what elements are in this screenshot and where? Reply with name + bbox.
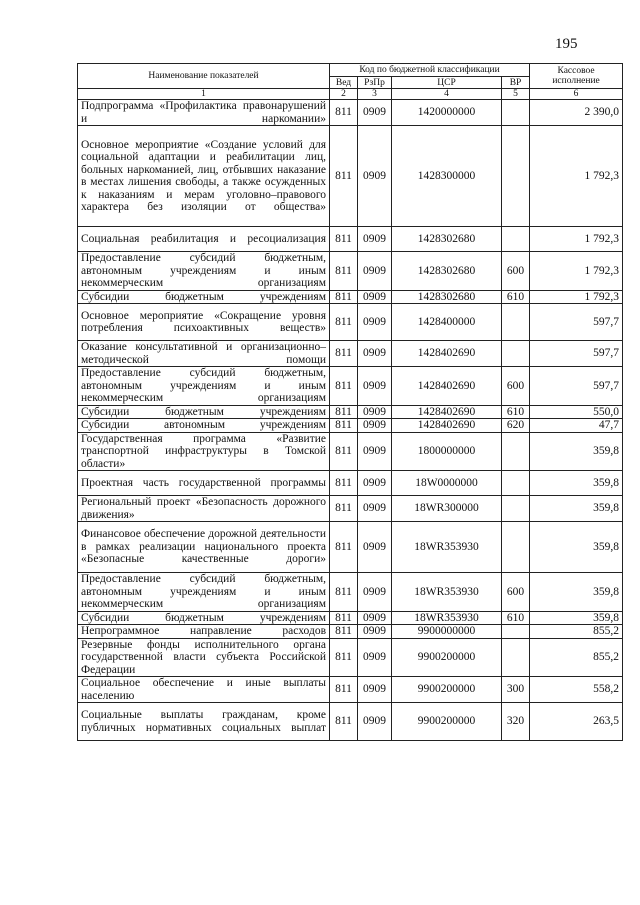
- row-ved: 811: [330, 471, 358, 496]
- row-vr: [502, 227, 530, 252]
- row-name: Социальное обеспечение и иные выплаты населению: [78, 677, 330, 703]
- row-rzpr: 0909: [358, 341, 392, 367]
- row-rzpr: 0909: [358, 471, 392, 496]
- row-name: Социальные выплаты гражданам, кроме публичных нормативных социальных выплат: [78, 703, 330, 741]
- row-rzpr: 0909: [358, 625, 392, 639]
- row-vr: 620: [502, 419, 530, 433]
- row-vr: [502, 522, 530, 573]
- row-amount: 1 792,3: [530, 290, 623, 304]
- header-ved: Вед: [330, 77, 358, 89]
- row-ved: 811: [330, 126, 358, 227]
- col-number: 6: [530, 89, 623, 100]
- table-row: [78, 367, 623, 406]
- table-row: [78, 126, 623, 227]
- row-name: Субсидии бюджетным учреждениям: [78, 611, 330, 625]
- col-number: 3: [358, 89, 392, 100]
- row-vr: [502, 638, 530, 677]
- row-vr: 600: [502, 252, 530, 291]
- row-vr: [502, 496, 530, 522]
- row-ved: 811: [330, 703, 358, 741]
- row-name: Социальная реабилитация и ресоциализация: [78, 227, 330, 252]
- budget-table: [77, 63, 623, 741]
- row-amount: 550,0: [530, 405, 623, 419]
- col-number: 4: [392, 89, 502, 100]
- row-amount: 1 792,3: [530, 252, 623, 291]
- row-amount: 359,8: [530, 522, 623, 573]
- table-row: [78, 227, 623, 252]
- table-row: [78, 638, 623, 677]
- row-ved: 811: [330, 522, 358, 573]
- row-vr: 600: [502, 367, 530, 406]
- row-csr: 1420000000: [392, 100, 502, 126]
- row-ved: 811: [330, 677, 358, 703]
- row-amount: 2 390,0: [530, 100, 623, 126]
- table-row: [78, 522, 623, 573]
- table-row: [78, 677, 623, 703]
- row-amount: 359,8: [530, 471, 623, 496]
- row-name: Подпрограмма «Профилактика правонарушений и наркомании»: [78, 100, 330, 126]
- row-ved: 811: [330, 290, 358, 304]
- row-name: Проектная часть государственной программы: [78, 471, 330, 496]
- row-csr: 9900000000: [392, 625, 502, 639]
- row-rzpr: 0909: [358, 227, 392, 252]
- row-ved: 811: [330, 304, 358, 341]
- row-amount: 359,8: [530, 432, 623, 471]
- row-rzpr: 0909: [358, 419, 392, 433]
- row-rzpr: 0909: [358, 367, 392, 406]
- row-csr: 18WR353930: [392, 611, 502, 625]
- col-number: 1: [78, 89, 330, 100]
- row-ved: 811: [330, 625, 358, 639]
- row-vr: 610: [502, 405, 530, 419]
- row-ved: 811: [330, 611, 358, 625]
- row-name: Субсидии бюджетным учреждениям: [78, 290, 330, 304]
- row-rzpr: 0909: [358, 432, 392, 471]
- header-rzpr: РзПр: [358, 77, 392, 89]
- row-vr: [502, 304, 530, 341]
- table-row: [78, 290, 623, 304]
- row-amount: 597,7: [530, 367, 623, 406]
- row-rzpr: 0909: [358, 304, 392, 341]
- row-rzpr: 0909: [358, 522, 392, 573]
- table-row: [78, 496, 623, 522]
- row-csr: 9900200000: [392, 677, 502, 703]
- table-row: [78, 611, 623, 625]
- row-amount: 855,2: [530, 625, 623, 639]
- row-ved: 811: [330, 341, 358, 367]
- row-vr: 610: [502, 290, 530, 304]
- row-csr: 1428302680: [392, 227, 502, 252]
- row-csr: 18WR353930: [392, 573, 502, 612]
- row-vr: 600: [502, 573, 530, 612]
- row-vr: [502, 625, 530, 639]
- row-amount: 597,7: [530, 304, 623, 341]
- row-vr: 610: [502, 611, 530, 625]
- table-row: [78, 573, 623, 612]
- row-name: Основное мероприятие «Сокращение уровня потребления психоактивных веществ»: [78, 304, 330, 341]
- row-amount: 47,7: [530, 419, 623, 433]
- row-name: Резервные фонды исполнительного органа государственной власти субъекта Российской Федерации: [78, 638, 330, 677]
- row-rzpr: 0909: [358, 638, 392, 677]
- row-rzpr: 0909: [358, 126, 392, 227]
- row-csr: 18W0000000: [392, 471, 502, 496]
- row-csr: 1428400000: [392, 304, 502, 341]
- table-row: [78, 405, 623, 419]
- table-row: [78, 252, 623, 291]
- row-amount: 359,8: [530, 496, 623, 522]
- row-csr: 9900200000: [392, 703, 502, 741]
- row-csr: 1428302680: [392, 290, 502, 304]
- table-body: [78, 100, 623, 741]
- row-vr: [502, 126, 530, 227]
- row-ved: 811: [330, 367, 358, 406]
- row-ved: 811: [330, 432, 358, 471]
- table-row: [78, 341, 623, 367]
- row-name: Государственная программа «Развитие транспортной инфраструктуры в Томской области»: [78, 432, 330, 471]
- row-name: Региональный проект «Безопасность дорожного движения»: [78, 496, 330, 522]
- row-csr: 1800000000: [392, 432, 502, 471]
- row-name: Финансовое обеспечение дорожной деятельности в рамках реализации национального проекта «Безопасные качественные дороги»: [78, 522, 330, 573]
- row-vr: [502, 341, 530, 367]
- row-rzpr: 0909: [358, 573, 392, 612]
- row-amount: 855,2: [530, 638, 623, 677]
- row-amount: 1 792,3: [530, 126, 623, 227]
- table-row: [78, 100, 623, 126]
- row-vr: [502, 432, 530, 471]
- row-rzpr: 0909: [358, 496, 392, 522]
- row-csr: 9900200000: [392, 638, 502, 677]
- row-rzpr: 0909: [358, 290, 392, 304]
- row-csr: 1428300000: [392, 126, 502, 227]
- row-csr: 1428402690: [392, 419, 502, 433]
- table-row: [78, 432, 623, 471]
- row-ved: 811: [330, 573, 358, 612]
- header-vr: ВР: [502, 77, 530, 89]
- row-name: Оказание консультативной и организационно–методической помощи: [78, 341, 330, 367]
- row-rzpr: 0909: [358, 405, 392, 419]
- page-number: 195: [555, 36, 578, 52]
- col-number: 2: [330, 89, 358, 100]
- row-amount: 597,7: [530, 341, 623, 367]
- row-vr: 320: [502, 703, 530, 741]
- table-row: [78, 471, 623, 496]
- row-name: Субсидии бюджетным учреждениям: [78, 405, 330, 419]
- row-ved: 811: [330, 252, 358, 291]
- header-name: Наименование показателей: [78, 64, 330, 89]
- row-amount: 263,5: [530, 703, 623, 741]
- row-amount: 1 792,3: [530, 227, 623, 252]
- row-rzpr: 0909: [358, 703, 392, 741]
- col-number: 5: [502, 89, 530, 100]
- table-row: [78, 419, 623, 433]
- header-execution: Кассовое исполнение: [530, 64, 623, 89]
- row-name: Предоставление субсидий бюджетным, автономным учреждениям и иным некоммерческим организациям: [78, 573, 330, 612]
- row-ved: 811: [330, 227, 358, 252]
- header-code-group: Код по бюджетной классификации: [330, 64, 530, 77]
- row-ved: 811: [330, 638, 358, 677]
- row-amount: 359,8: [530, 611, 623, 625]
- table-row: [78, 703, 623, 741]
- row-rzpr: 0909: [358, 677, 392, 703]
- row-vr: [502, 471, 530, 496]
- row-ved: 811: [330, 496, 358, 522]
- row-csr: 1428402690: [392, 405, 502, 419]
- header-csr: ЦСР: [392, 77, 502, 89]
- row-amount: 359,8: [530, 573, 623, 612]
- row-ved: 811: [330, 100, 358, 126]
- row-csr: 1428302680: [392, 252, 502, 291]
- row-csr: 1428402690: [392, 367, 502, 406]
- row-rzpr: 0909: [358, 100, 392, 126]
- row-csr: 18WR353930: [392, 522, 502, 573]
- row-rzpr: 0909: [358, 611, 392, 625]
- row-name: Предоставление субсидий бюджетным, автономным учреждениям и иным некоммерческим организациям: [78, 252, 330, 291]
- table-row: [78, 625, 623, 639]
- row-csr: 18WR300000: [392, 496, 502, 522]
- row-ved: 811: [330, 419, 358, 433]
- table-row: [78, 304, 623, 341]
- row-name: Непрограммное направление расходов: [78, 625, 330, 639]
- row-name: Основное мероприятие «Создание условий для социальной адаптации и реабилитации лиц, больных наркоманией, лиц, отбывших наказание в местах лишения свободы, а также осужденных к наказаниям и мерам уголовно–правового характера без изоляции от общества»: [78, 126, 330, 227]
- row-vr: 300: [502, 677, 530, 703]
- row-name: Субсидии автономным учреждениям: [78, 419, 330, 433]
- row-name: Предоставление субсидий бюджетным, автономным учреждениям и иным некоммерческим организациям: [78, 367, 330, 406]
- row-amount: 558,2: [530, 677, 623, 703]
- row-rzpr: 0909: [358, 252, 392, 291]
- column-numbers-row: [78, 89, 623, 100]
- row-csr: 1428402690: [392, 341, 502, 367]
- row-vr: [502, 100, 530, 126]
- row-ved: 811: [330, 405, 358, 419]
